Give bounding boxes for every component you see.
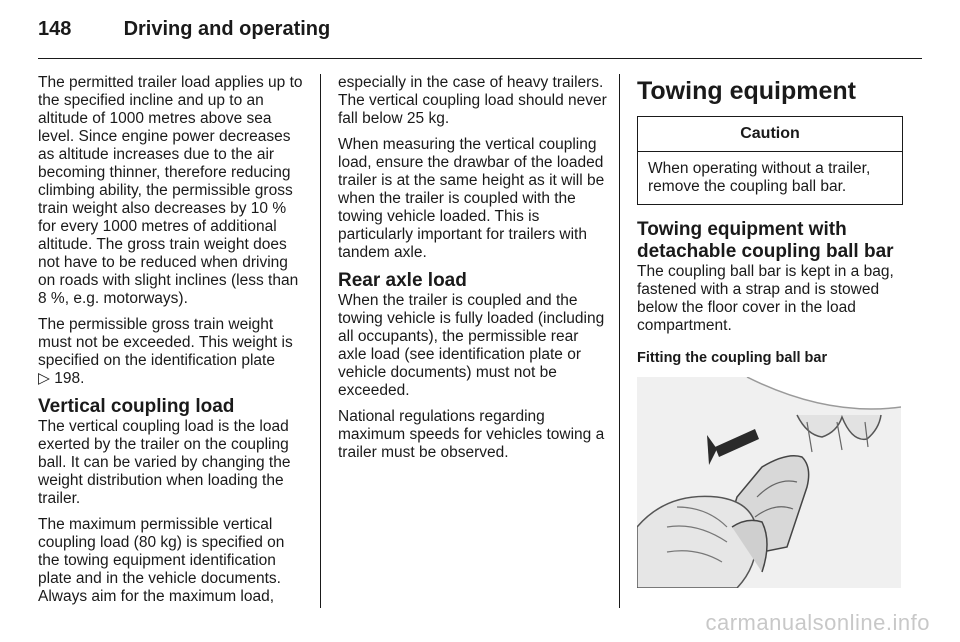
page-number: 148 <box>38 18 72 40</box>
paragraph: especially in the case of heavy trailers. The vertical coupling load should never fall below 25 kg. <box>338 74 607 127</box>
paragraph: When the trailer is coupled and the towing vehicle is fully loaded (including all occupants), the permissible rear axle load (see identification plate or vehicle documents) must not be exceeded. <box>338 292 605 399</box>
column-divider <box>320 74 321 608</box>
column-1 <box>38 74 306 614</box>
paragraph: The permitted trailer load applies up to the specified incline and up to an altitude of 1000 metres above sea level. Since engine power decreases as altitude increases due to the air becoming thinner, therefore reducing climbing ability, the permissible gross train weight also decreases by 10 % for every 1000 metres of additional altitude. The gross train weight does not have to be reduced when driving on roads with slight inclines (less than 8 %, e.g. motorways). <box>38 74 303 307</box>
caution-title: Caution <box>638 117 902 152</box>
section-title: Towing equipment <box>637 77 856 105</box>
header-rule <box>38 58 922 59</box>
paragraph: The vertical coupling load is the load exerted by the trailer on the coupling ball. It can be varied by changing the weight distribution when loading the trailer. <box>38 418 291 507</box>
column-3 <box>637 76 903 588</box>
paragraph: The coupling ball bar is kept in a bag, fastened with a strap and is stowed below the floor cover in the load compartment. <box>637 263 894 334</box>
section-heading: Towing equipment with detachable coupling ball bar <box>637 219 894 262</box>
watermark: carmanualsonline.info <box>705 610 930 635</box>
coupling-ball-bar-illustration <box>637 377 901 588</box>
page-header <box>38 18 330 41</box>
caution-box <box>637 116 903 205</box>
cross-reference-page[interactable]: 198. <box>54 370 85 387</box>
figure-caption: Fitting the coupling ball bar <box>637 350 828 366</box>
paragraph: The permissible gross train weight must not be exceeded. This weight is specified on the identification plate ▷ 198. <box>38 316 293 387</box>
chapter-title: Driving and operating <box>123 18 331 40</box>
column-divider <box>619 74 620 608</box>
section-heading: Rear axle load <box>338 270 467 291</box>
caution-text: When operating without a trailer, remove the coupling ball bar. <box>648 160 871 195</box>
paragraph: When measuring the vertical coupling load, ensure the drawbar of the loaded trailer is at the same height as it will be when the trailer is coupled with the towing vehicle loaded. This is particularly important for trailers with tandem axle. <box>338 136 605 261</box>
paragraph: The maximum permissible vertical coupling load (80 kg) is specified on the towing equipment identification plate and in the vehicle documents. Always aim for the maximum load, <box>38 516 285 605</box>
column-2 <box>338 74 608 470</box>
coupling-ball-bar-drawing <box>637 377 901 588</box>
section-heading: Vertical coupling load <box>38 396 235 417</box>
paragraph: National regulations regarding maximum speeds for vehicles towing a trailer must be observed. <box>338 408 605 461</box>
cross-reference-arrow-icon[interactable]: ▷ <box>38 370 50 387</box>
